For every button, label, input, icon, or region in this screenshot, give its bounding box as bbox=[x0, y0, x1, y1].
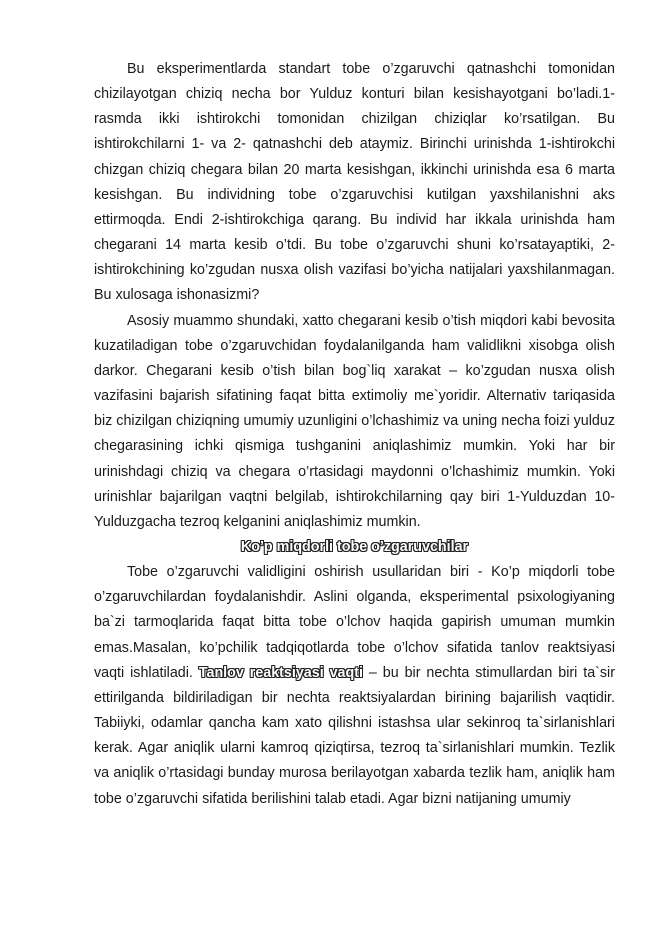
section-heading: Ko’p miqdorli tobe o’zgaruvchilar bbox=[240, 538, 469, 555]
paragraph-3-intro: Tobe o’zgaruvchi validligini oshirish usullaridan biri - Ko’p miqdorli tobe o’zgaruvchilardan foydalanishdir. Aslini olganda, eksperimental psixologiyaning ba`zi tarmoqlarida faqat bitta tobe o’lchov haqida gapirish umuman mumkin emas.Masalan, ko’pchilik tadqiqotlarda tobe o’lchov sifatida tanlov reaktsiyasi vaqti ishlatiladi. bbox=[94, 564, 615, 681]
document-page bbox=[94, 57, 615, 812]
highlighted-term: Tanlov reaktsiyasi vaqti bbox=[198, 664, 363, 681]
paragraph-1: Bu eksperimentlarda standart tobe o’zgaruvchi qatnashchi tomonidan chizilayotgan chiziq necha bor Yulduz konturi bilan kesishayotgani bo’ladi.1-rasmda ikki ishtirokchi tomonidan chizilgan chiziqlar ko’rsatilgan. Bu ishtirokchilarni 1- va 2- qatnashchi deb ataymiz. Birinchi urinishda 1-ishtirokchi chizgan chiziq chegara bilan 20 marta kesishgan, ikkinchi urinishda esa 6 marta kesishgan. Bu individning tobe o’zgaruvchisi kutilgan yaxshilanishni aks ettirmoqda. Endi 2-ishtirokchiga qarang. Bu individ har ikkala urinishda ham chegarani 14 marta kesib o’tdi. Bu tobe o’zgaruvchi shuni ko’rsatayaptiki, 2-ishtirokchining ko’zgudan nusxa olish vazifasi bo’yicha natijalari yaxshilanmagan. Bu xulosaga ishonasizmi? bbox=[94, 61, 615, 304]
paragraph-3 bbox=[94, 560, 615, 812]
paragraph-3-rest: – bu bir nechta stimullardan biri ta`sir ettirilganda bildiriladigan bir nechta reaktsiyalardan birining bajarilish vaqtidir. Tabiiyki, odamlar qancha kam xato qilishni istashsa ular sekinroq ta`sirlanishlari kerak. Agar aniqlik ularni kamroq qiziqtirsa, tezroq ta`sirlanishlari mumkin. Tezlik va aniqlik o’rtasidagi bunday murosa berilayotgan xabarda tezlik ham, aniqlik ham tobe o’zgaruvchi sifatida berilishini talab etadi. Agar bizni natijaning umumiy bbox=[94, 664, 615, 807]
paragraph-2: Asosiy muammo shundaki, xatto chegarani kesib o’tish miqdori kabi bevosita kuzatiladigan tobe o’zgaruvchidan foydalanilganda ham validlikni xisobga olish darkor. Chegarani kesib o’tish bilan bog`liq xarakat – ko’zgudan nusxa olish vazifasini bajarish sifatining faqat bitta extimoliy me`yoridir. Alternativ tariqasida biz chizilgan chiziqning umumiy uzunligini o’lchashimiz va uning necha foizi yulduz chegarasining ichki qismiga tushganini aniqlashimiz mumkin. Yoki har bir urinishdagi chiziq va chegara o’rtasidagi maydonni o’lchashimiz mumkin. Yoki urinishlar bajarilgan vaqtni belgilab, ishtirokchilarning qay biri 1-Yulduzdan 10-Yulduzgacha tezroq kelganini aniqlashimiz mumkin. bbox=[94, 312, 615, 530]
